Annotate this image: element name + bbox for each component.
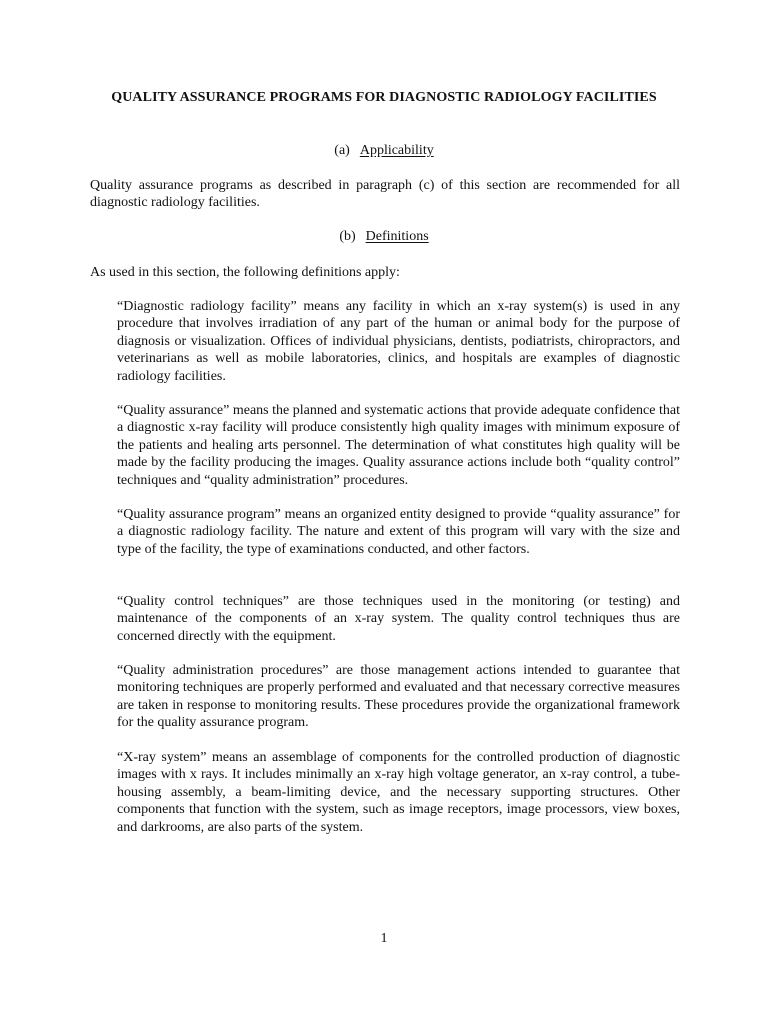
section-title-definitions: Definitions — [365, 229, 429, 244]
section-letter-a: (a) — [334, 143, 350, 158]
document-title: QUALITY ASSURANCE PROGRAMS FOR DIAGNOSTIC RADIOLOGY FACILITIES — [111, 90, 657, 105]
definition-quality-assurance-program: “Quality assurance program” means an organized entity designed to provide “quality assurance” for a diagnostic radiology facility. The nature and extent of this program will vary with the size and type of the facility, the type of examinations conducted, and other factors. — [117, 507, 680, 557]
definitions-intro-paragraph: As used in this section, the following definitions apply: — [90, 265, 400, 280]
definition-quality-control-techniques: “Quality control techniques” are those techniques used in the monitoring (or testing) and maintenance of the components of an x-ray system. The quality control techniques thus are concerned directly with the equipment. — [117, 594, 680, 644]
applicability-paragraph: Quality assurance programs as described in paragraph (c) of this section are recommended for all diagnostic radiology facilities. — [90, 178, 680, 211]
section-title-applicability: Applicability — [359, 143, 434, 158]
definition-quality-assurance: “Quality assurance” means the planned and systematic actions that provide adequate confidence that a diagnostic x-ray facility will produce consistently high quality images with minimum exposure of the patients and healing arts personnel. The determination of what constitutes high quality will be made by the facility producing the images. Quality assurance actions include both “quality control” techniques and “quality administration” procedures. — [117, 403, 680, 488]
section-heading-definitions — [0, 229, 768, 245]
section-heading-applicability — [0, 143, 768, 159]
definition-quality-administration-procedures: “Quality administration procedures” are those management actions intended to guarantee that monitoring techniques are properly performed and evaluated and that necessary corrective measures are taken in response to monitoring results. These procedures provide the organizational framework for the quality assurance program. — [117, 663, 680, 731]
section-letter-b: (b) — [339, 229, 356, 244]
page-number: 1 — [380, 931, 388, 946]
definition-diagnostic-radiology-facility: “Diagnostic radiology facility” means any facility in which an x-ray system(s) is used in any procedure that involves irradiation of any part of the human or animal body for the purpose of diagnosis or visualization. Offices of individual physicians, dentists, podiatrists, chiropractors, and veterinarians as well as mobile laboratories, clinics, and hospitals are examples of diagnostic radiology facilities. — [117, 299, 680, 384]
definition-x-ray-system: “X-ray system” means an assemblage of components for the controlled production of diagnostic images with x rays. It includes minimally an x-ray high voltage generator, an x-ray control, a tube-housing assembly, a beam-limiting device, and the necessary supporting structures. Other components that function with the system, such as image receptors, image processors, view boxes, and darkrooms, are also parts of the system. — [117, 750, 680, 835]
